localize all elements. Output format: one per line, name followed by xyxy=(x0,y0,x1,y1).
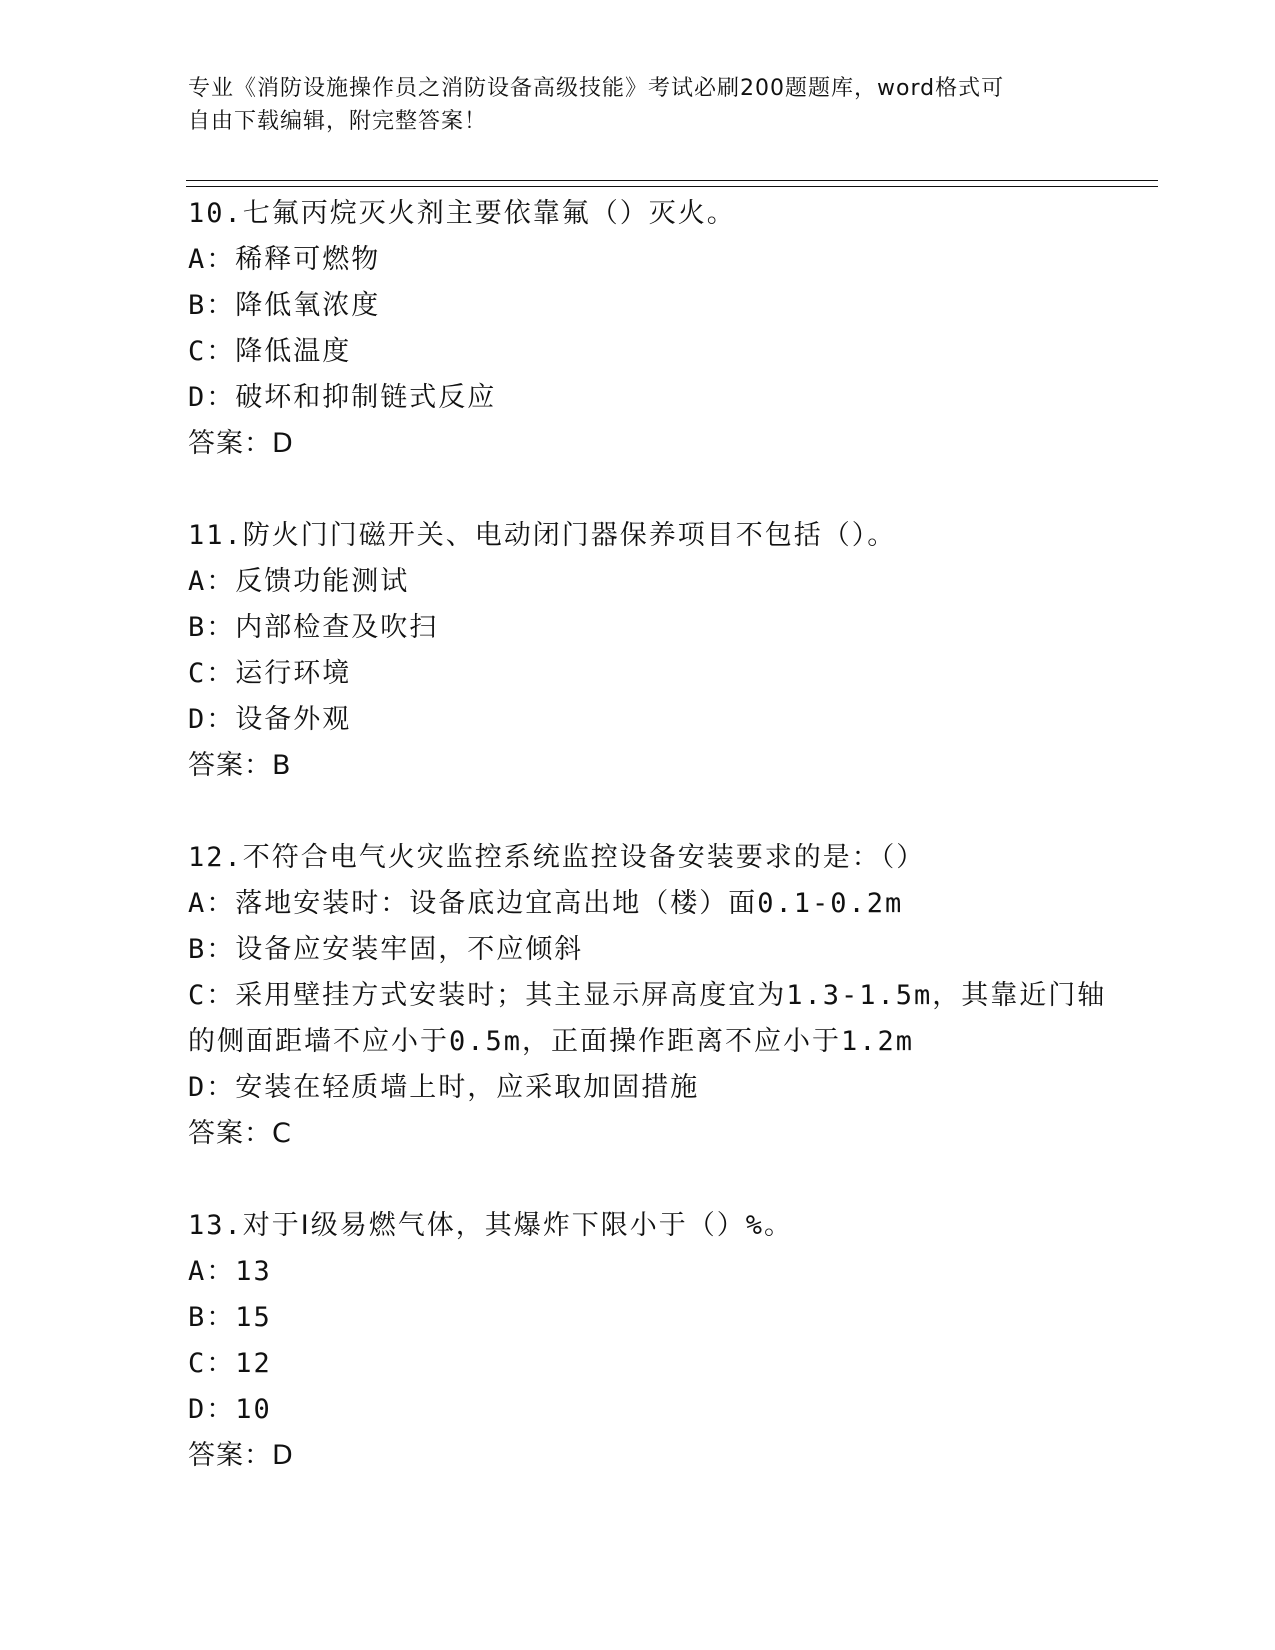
option-c: C：降低温度 xyxy=(188,336,352,367)
header-divider-bottom xyxy=(186,186,1158,187)
question-block-13 xyxy=(188,1203,1168,1479)
option-c: C：运行环境 xyxy=(188,658,352,689)
option-a: A：13 xyxy=(188,1256,272,1287)
question-text: 10.七氟丙烷灭火剂主要依靠氟（）灭火。 xyxy=(188,198,736,229)
question-block-12 xyxy=(188,835,1168,1157)
header-line-1: 专业《消防设施操作员之消防设备高级技能》考试必刷200题题库，word格式可 xyxy=(188,76,1005,101)
option-c-continued: 的侧面距墙不应小于0.5m，正面操作距离不应小于1.2m xyxy=(188,1026,915,1057)
answer-text: 答案：D xyxy=(188,428,294,459)
option-b: B：15 xyxy=(188,1302,272,1333)
answer-text: 答案：B xyxy=(188,750,292,781)
question-block-11 xyxy=(188,513,1168,789)
option-d: D：设备外观 xyxy=(188,704,352,735)
answer-text: 答案：C xyxy=(188,1118,292,1149)
option-c: C：采用壁挂方式安装时；其主显示屏高度宜为1.3-1.5m，其靠近门轴 xyxy=(188,980,1107,1011)
header-divider-top xyxy=(186,180,1158,181)
question-text: 13.对于Ⅰ级易燃气体，其爆炸下限小于（）%。 xyxy=(188,1210,793,1241)
option-d: D：安装在轻质墙上时，应采取加固措施 xyxy=(188,1072,700,1103)
question-text: 11.防火门门磁开关、电动闭门器保养项目不包括（）。 xyxy=(188,520,897,551)
option-d: D：破坏和抑制链式反应 xyxy=(188,382,497,413)
header-line-2: 自由下载编辑，附完整答案！ xyxy=(188,109,488,134)
option-a: A：落地安装时：设备底边宜高出地（楼）面0.1-0.2m xyxy=(188,888,904,919)
question-text: 12.不符合电气火灾监控系统监控设备安装要求的是：（） xyxy=(188,842,926,873)
option-b: B：设备应安装牢固，不应倾斜 xyxy=(188,934,584,965)
option-d: D：10 xyxy=(188,1394,272,1425)
option-b: B：内部检查及吹扫 xyxy=(188,612,439,643)
question-block-10 xyxy=(188,191,1168,467)
document-header xyxy=(188,72,1088,138)
answer-text: 答案：D xyxy=(188,1440,294,1471)
option-a: A：反馈功能测试 xyxy=(188,566,410,597)
option-b: B：降低氧浓度 xyxy=(188,290,381,321)
option-c: C：12 xyxy=(188,1348,272,1379)
question-list xyxy=(188,191,1168,1479)
option-a: A：稀释可燃物 xyxy=(188,244,381,275)
